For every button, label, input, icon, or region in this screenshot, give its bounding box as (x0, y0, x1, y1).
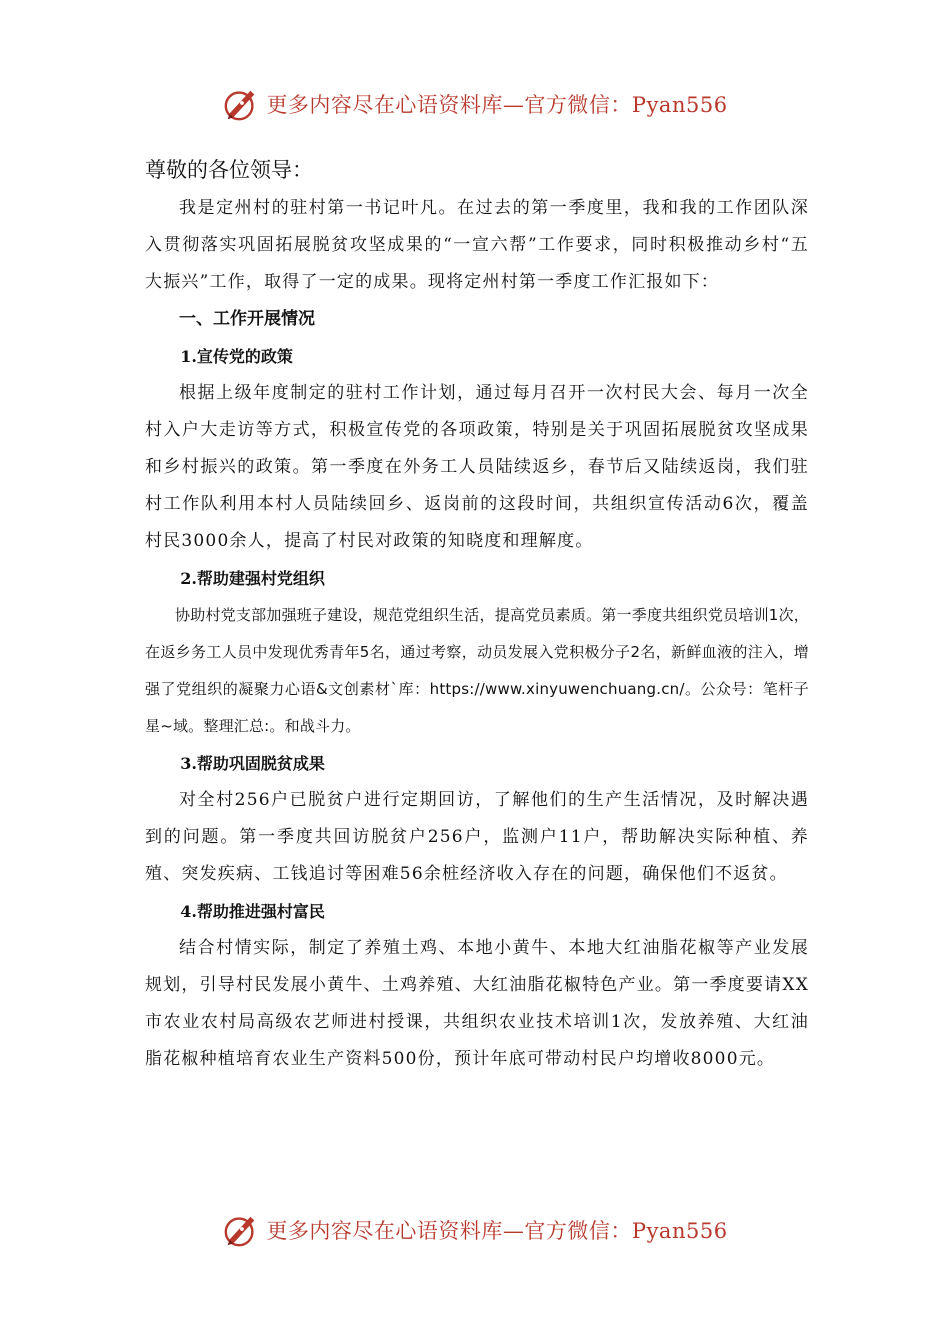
pen-logo-icon (222, 1211, 260, 1249)
item-paragraph-3: 对全村256户已脱贫户进行定期回访，了解他们的生产生活情况，及时解决遇到的问题。第一季度共回访脱贫户256户，监测户11户，帮助解决实际种植、养殖、突发疾病、工钱追讨等困难56余桩经济收入存在的问题，确保他们不返贫。 (145, 790, 809, 884)
item-paragraph-1: 根据上级年度制定的驻村工作计划，通过每月召开一次村民大会、每月一次全村入户大走访等方式，积极宣传党的各项政策，特别是关于巩固拓展脱贫攻坚成果和乡村振兴的政策。第一季度在外务工人员陆续返乡，春节后又陆续返岗，我们驻村工作队利用本村人员陆续回乡、返岗前的这段时间，共组织宣传活动6次，覆盖村民3000余人，提高了村民对政策的知晓度和理解度。 (145, 383, 809, 551)
item-title-1: 1.宣传党的政策 (180, 347, 293, 366)
watermark-text: 更多内容尽在心语资料库—官方微信：Pyan556 (266, 93, 728, 117)
document-body (145, 150, 809, 1078)
intro-paragraph: 我是定州村的驻村第一书记叶凡。在过去的第一季度里，我和我的工作团队深入贯彻落实巩固拓展脱贫攻坚成果的“一宣六帮”工作要求，同时积极推动乡村“五大振兴”工作，取得了一定的成果。现将定州村第一季度工作汇报如下： (145, 198, 809, 292)
section-title: 一、工作开展情况 (179, 309, 315, 329)
item-paragraph-2: 协助村党支部加强班子建设，规范党组织生活，提高党员素质。第一季度共组织党员培训1次，在返乡务工人员中发现优秀青年5名，通过考察，动员发展入党积极分子2名，新鲜血液的注入，增强了党组织的凝聚力心语&文创素材`库：https://www.xinyuwenchuang.cn/。公众号：笔杆子星~域。整理汇总:。和战斗力。 (145, 606, 809, 735)
footer-watermark (0, 1210, 950, 1250)
item-title-3: 3.帮助巩固脱贫成果 (180, 754, 325, 773)
item-paragraph-4: 结合村情实际，制定了养殖土鸡、本地小黄牛、本地大红油脂花椒等产业发展规划，引导村民发展小黄牛、土鸡养殖、大红油脂花椒特色产业。第一季度要请XX市农业农村局高级农艺师进村授课，共组织农业技术培训1次，发放养殖、大红油脂花椒种植培育农业生产资料500份，预计年底可带动村民户均增收8000元。 (145, 938, 809, 1069)
greeting: 尊敬的各位领导： (145, 158, 313, 182)
item-title-2: 2.帮助建强村党组织 (180, 569, 325, 588)
watermark-text: 更多内容尽在心语资料库—官方微信：Pyan556 (266, 1219, 728, 1243)
item-title-4: 4.帮助推进强村富民 (180, 902, 325, 921)
header-watermark (0, 84, 950, 124)
pen-logo-icon (222, 85, 260, 123)
